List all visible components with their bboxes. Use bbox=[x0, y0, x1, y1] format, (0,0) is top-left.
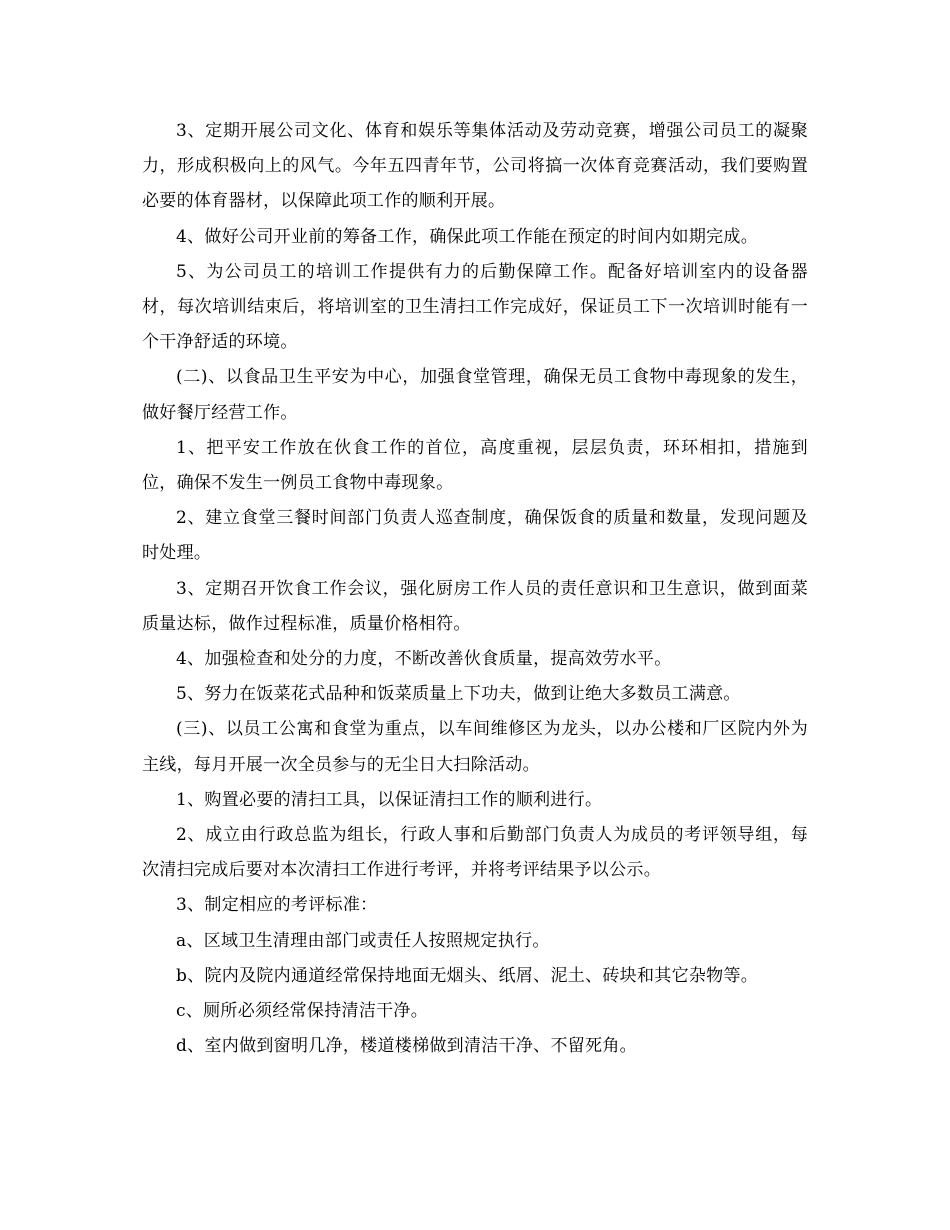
paragraph-inspection-system: 2、建立食堂三餐时间部门负责人巡查制度，确保饭食的质量和数量，发现问题及时处理。 bbox=[142, 508, 808, 564]
paragraph-cleaning-tools: 1、购置必要的清扫工具，以保证清扫工作的顺利进行。 bbox=[176, 789, 603, 810]
section-heading-food-safety: (二)、以食品卫生平安为中心，加强食堂管理，确保无员工食物中毒现象的发生，做好餐厅经营工作。 bbox=[142, 367, 808, 423]
paragraph-training-support: 5、为公司员工的培训工作提供有力的后勤保障工作。配备好培训室内的设备器材，每次培训结束后，将培训室的卫生清扫工作完成好，保证员工下一次培训时能有一个干净舒适的环境。 bbox=[142, 261, 808, 353]
paragraph-inspection-strength: 4、加强检查和处分的力度，不断改善伙食质量，提高效劳水平。 bbox=[176, 649, 672, 670]
list-item-b: b、院内及院内通道经常保持地面无烟头、纸屑、泥土、砖块和其它杂物等。 bbox=[176, 965, 759, 986]
list-item-d: d、室内做到窗明几净，楼道楼梯做到清洁干净、不留死角。 bbox=[176, 1036, 637, 1057]
section-heading-cleaning: (三)、以员工公寓和食堂为重点，以车间维修区为龙头，以办公楼和厂区院内外为主线，每月开展一次全员参与的无尘日大扫除活动。 bbox=[142, 719, 808, 775]
paragraph-safety-priority: 1、把平安工作放在伙食工作的首位，高度重视，层层负责，环环相扣，措施到位，确保不发生一例员工食物中毒现象。 bbox=[142, 437, 808, 494]
list-item-c: c、厕所必须经常保持清洁干净。 bbox=[176, 1001, 429, 1022]
paragraph-preparation: 4、做好公司开业前的筹备工作，确保此项工作能在预定的时间内如期完成。 bbox=[176, 226, 759, 247]
list-item-a: a、区域卫生清理由部门或责任人按照规定执行。 bbox=[176, 930, 550, 951]
paragraph-menu-quality: 5、努力在饭菜花式品种和饭菜质量上下功夫，做到让绝大多数员工满意。 bbox=[176, 684, 741, 705]
paragraph-food-meetings: 3、定期召开饮食工作会议，强化厨房工作人员的责任意识和卫生意识，做到面菜质量达标，做作过程标准，质量价格相符。 bbox=[142, 578, 808, 634]
paragraph-evaluation-group: 2、成立由行政总监为组长，行政人事和后勤部门负责人为成员的考评领导组，每次清扫完成后要对本次清扫工作进行考评，并将考评结果予以公示。 bbox=[142, 825, 808, 881]
paragraph-evaluation-standards: 3、制定相应的考评标准： bbox=[176, 895, 378, 916]
paragraph-activities: 3、定期开展公司文化、体育和娱乐等集体活动及劳动竞赛，增强公司员工的凝聚力，形成积极向上的风气。今年五四青年节，公司将搞一次体育竞赛活动，我们要购置必要的体育器材，以保障此项工作的顺利开展。 bbox=[142, 121, 808, 212]
document-body bbox=[142, 114, 808, 1064]
